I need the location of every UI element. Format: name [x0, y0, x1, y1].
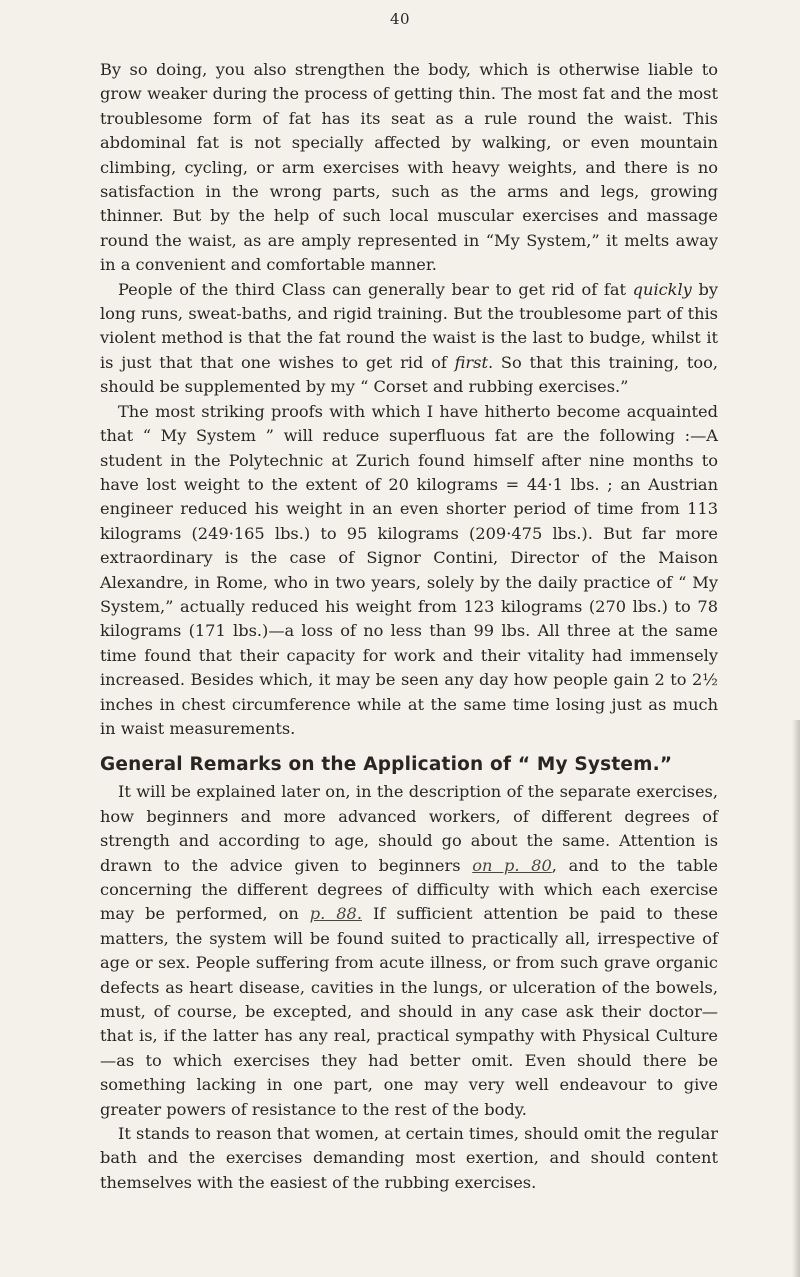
handwritten-page-ref: on p. 80 [472, 855, 552, 875]
paragraph-text: by long runs, sweat-baths, and rigid training. But the troublesome part of this violent method is that the fat round the waist is the last to budge, whilst it is just that that one wishes to get rid of [100, 279, 718, 372]
emphasis-first: first [454, 352, 488, 372]
paragraph-text: If sufficient attention be paid to these matters, the system will be found suited to practically all, irrespective of age or sex. People suffering from acute illness, or from such grave organic defects as heart disease, cavities in the lungs, or ulceration of the bowels, must, of course, be excepted, and should in any case ask their doctor—that is, if the latter has any real, practical sympathy with Physical Culture—as to which exercises they had better omit. Even should there be something lacking in one part, one may very well endeavour to give greater powers of resistance to the rest of the body. [100, 904, 719, 1119]
emphasis-quickly: quickly [632, 279, 692, 299]
page-number: 40 [389, 10, 411, 28]
paragraph-waist-fat: By so doing, you also strengthen the body, which is otherwise liable to grow weaker during the process of getting thin. The most fat and the most troublesome form of fat has its seat as a rule round the waist. This abdominal fat is not specially affected by walking, or even mountain climbing, cycling, or arm exercises with heavy weights, and there is no satisfaction in the wrong parts, such as the arms and legs, growing thinner. But by the help of such local muscular exercises and massage round the waist, as are amply represented in “My System,” it melts away in a convenient and comfortable manner. [100, 60, 718, 275]
handwritten-page-ref: p. 88. [309, 904, 362, 924]
section-heading: General Remarks on the Application of “ My System.” [100, 754, 673, 776]
paragraph-text: , and to the table concerning the different degrees of difficulty with which each exercise may be performed, on [100, 855, 718, 924]
paragraph-third-class [100, 278, 718, 400]
page-body [100, 58, 718, 1195]
paragraph-text: It will be explained later on, in the description of the separate exercises, how beginners and more advanced workers, of different degrees of strength and according to age, should go about the same. Attention is drawn to the advice given to beginners [100, 782, 718, 875]
paragraph-women: It stands to reason that women, at certain times, should omit the regular bath and the exercises demanding most exertion, and should content themselves with the easiest of the rubbing exercises. [100, 1124, 718, 1192]
paragraph-text: . So that this training, too, should be supplemented by my “ Corset and rubbing exercises.” [100, 352, 718, 397]
paragraph-text: People of the third Class can generally bear to get rid of fat [118, 279, 633, 299]
paragraph-striking-proofs: The most striking proofs with which I have hitherto become acquainted that “ My System ” will reduce superfluous fat are the following :—A student in the Polytechnic at Zurich found himself after nine months to have lost weight to the extent of 20 kilograms = 44·1 lbs. ; an Austrian engineer reduced his weight in an even shorter period of time from 113 kilograms (249·165 lbs.) to 95 kilograms (209·475 lbs.). But far more extraordinary is the case of Signor Contini, Director of the Maison Alexandre, in Rome, who in two years, solely by the daily practice of “ My System,” actually reduced his weight from 123 kilograms (270 lbs.) to 78 kilograms (171 lbs.)—a loss of no less than 99 lbs. All three at the same time found that their capacity for work and their vitality had immensely increased. Besides which, it may be seen any day how people gain 2 to 2½ inches in chest circumference while at the same time losing just as much in waist measurements. [100, 401, 718, 738]
page-edge-shadow [792, 720, 800, 1277]
paragraph-general-remarks [100, 780, 718, 1122]
